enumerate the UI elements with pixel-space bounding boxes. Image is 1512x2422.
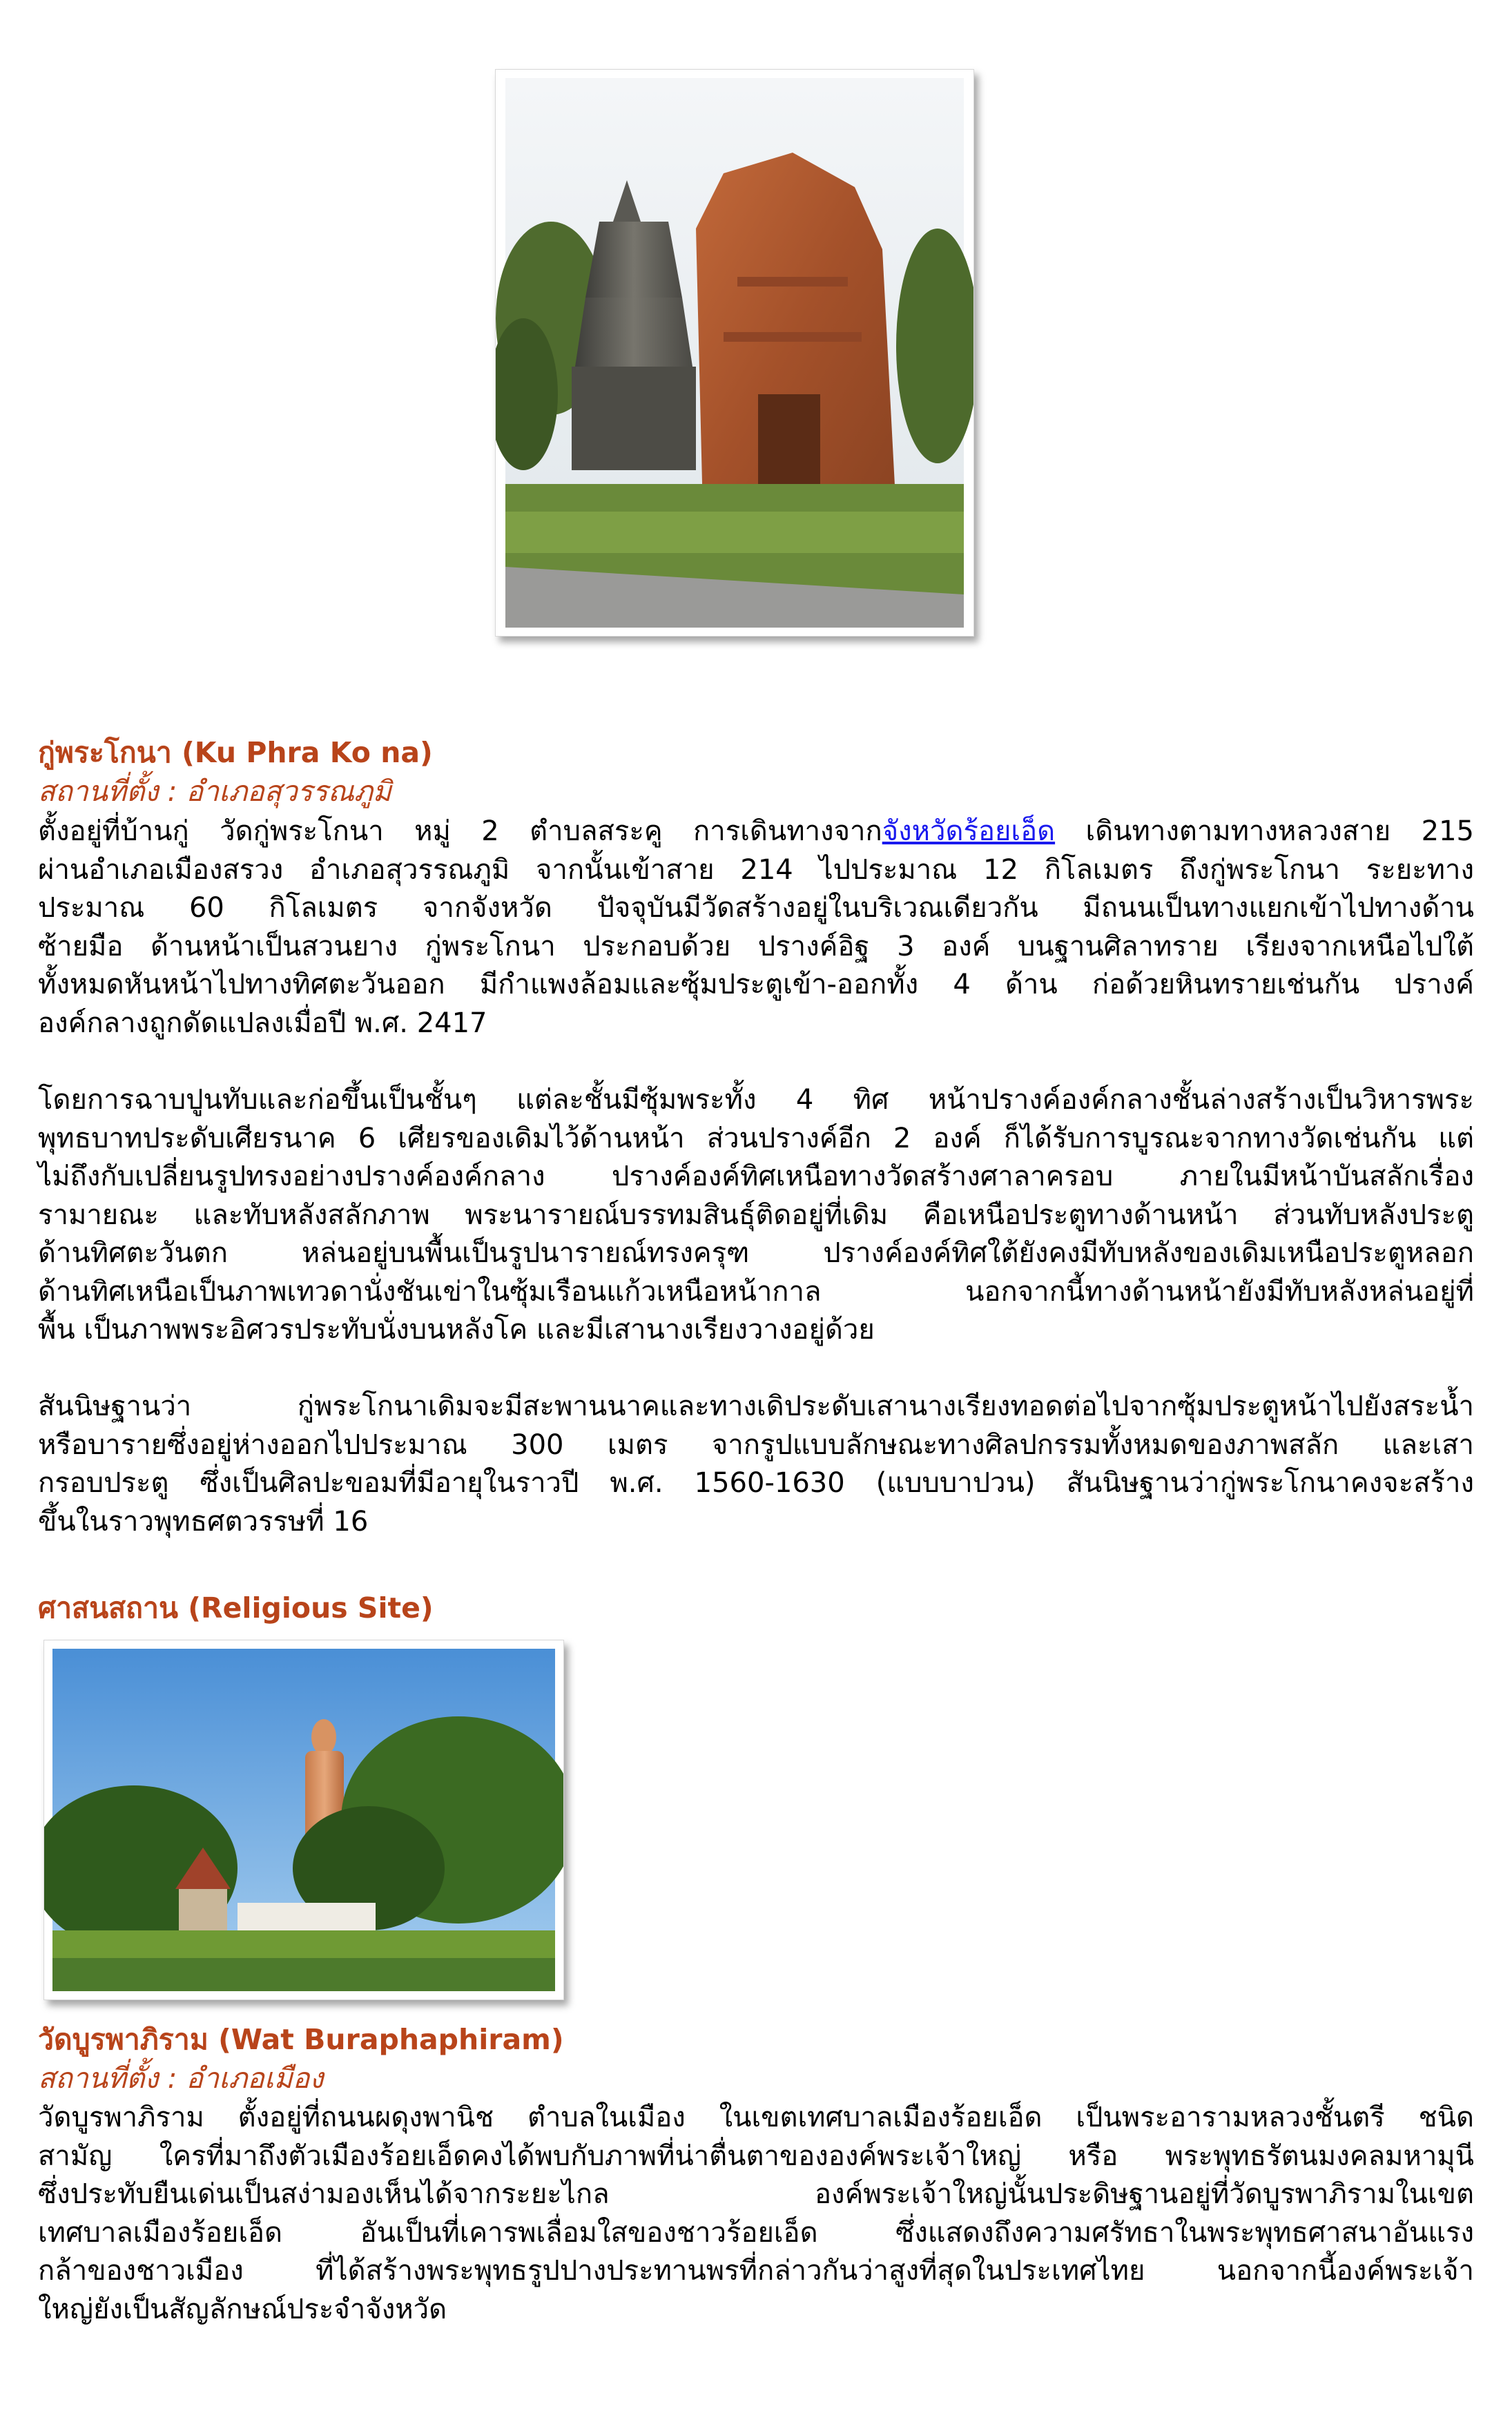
ku-phra-kona-paragraph-2 (38, 1081, 1474, 1350)
ku-phra-kona-paragraph-1 (38, 813, 1474, 1043)
ku-phra-kona-photo (495, 69, 974, 637)
ku-phra-kona-location: สถานที่ตั้ง : อำเภอสุวรรณภูมิ (38, 775, 391, 808)
paragraph-line: สันนิษฐานว่า กู่พระโกนาเดิมจะมีสะพานนาคและทางเดิประดับเสานางเรียงทอดต่อไปจากซุ้มประตูหน้าไปยังสระน้ำ (38, 1391, 1474, 1422)
ku-phra-kona-title: กู่พระโกนา (Ku Phra Ko na) (38, 736, 433, 769)
paragraph-line: รามายณะ และทับหลังสลักภาพ พระนารายณ์บรรทมสินธุ์ติดอยู่ที่เดิม คือเหนือประตูทางด้านหน้า ส่วนทับหลังประตู (38, 1199, 1474, 1231)
paragraph-line: พื้น เป็นภาพพระอิศวรประทับนั่งบนหลังโค และมีเสานางเรียงวางอยู่ด้วย (38, 1314, 875, 1346)
paragraph-line: วัดบูรพาภิราม ตั้งอยู่ที่ถนนผดุงพานิช ตำบลในเมือง ในเขตเทศบาลเมืองร้อยเอ็ด เป็นพระอารามหลวงชั้นตรี ชนิด (38, 2102, 1474, 2133)
paragraph-line: ขึ้นในราวพุทธศตวรรษที่ 16 (38, 1505, 369, 1538)
paragraph-line: สามัญ ใครที่มาถึงตัวเมืองร้อยเอ็ดคงได้พบกับภาพที่น่าตื่นตาขององค์พระเจ้าใหญ่ หรือ พระพุทธรัตนมงคลมหามุนี (38, 2140, 1474, 2172)
paragraph-line: ด้านทิศเหนือเป็นภาพเทวดานั่งชันเข่าในซุ้มเรือนแก้วเหนือหน้ากาล นอกจากนี้ทางด้านหน้ายังมีทับหลังหล่นอยู่ที่ (38, 1275, 1474, 1308)
paragraph-line: กรอบประตู ซึ่งเป็นศิลปะขอมที่มีอายุในราวปี พ.ศ. 1560-1630 (แบบบาปวน) สันนิษฐานว่ากู่พระโกนาคงจะสร้าง (38, 1467, 1474, 1499)
wat-buraphaphiram-location: สถานที่ตั้ง : อำเภอเมือง (38, 2062, 324, 2095)
paragraph-text: เดินทางตามทางหลวงสาย 215 (1055, 815, 1474, 847)
paragraph-line: พุทธบาทประดับเศียรนาค 6 เศียรของเดิมไว้ด้านหน้า ส่วนปรางค์อีก 2 องค์ ก็ได้รับการบูรณะจากทางวัดเช่นกัน แต่ (38, 1122, 1474, 1154)
ku-phra-kona-paragraph-3 (38, 1388, 1474, 1541)
paragraph-line: โดยการฉาบปูนทับและก่อขึ้นเป็นชั้นๆ แต่ละชั้นมีซุ้มพระทั้ง 4 ทิศ หน้าปรางค์องค์กลางชั้นล่างสร้างเป็นวิหารพระ (38, 1084, 1474, 1116)
paragraph-line (38, 813, 1474, 851)
paragraph-line: ประมาณ 60 กิโลเมตร จากจังหวัด ปัจจุบันมีวัดสร้างอยู่ในบริเวณเดียวกัน มีถนนเป็นทางแยกเข้าไปทางด้าน (38, 892, 1474, 924)
paragraph-line: กล้าของชาวเมือง ที่ได้สร้างพระพุทธรูปปางประทานพรที่กล่าวกันว่าสูงที่สุดในประเทศไทย นอกจากนี้องค์พระเจ้า (38, 2255, 1474, 2287)
wat-buraphaphiram-photo (43, 1640, 564, 2000)
wat-buraphaphiram-image (44, 1640, 563, 1999)
ku-phra-kona-image (496, 70, 973, 636)
paragraph-line: ทั้งหมดหันหน้าไปทางทิศตะวันออก มีกำแพงล้อมและซุ้มประตูเข้า-ออกทั้ง 4 ด้าน ก่อด้วยหินทรายเช่นกัน ปรางค์ (38, 969, 1474, 1000)
paragraph-line: ซึ่งประทับยืนเด่นเป็นสง่ามองเห็นได้จากระยะไกล องค์พระเจ้าใหญ่นั้นประดิษฐานอยู่ที่วัดบูรพาภิรามในเขต (38, 2178, 1474, 2210)
paragraph-line: เทศบาลเมืองร้อยเอ็ด อันเป็นที่เคารพเลื่อมใสของชาวร้อยเอ็ด ซึ่งแสดงถึงความศรัทธาในพระพุทธศาสนาอันแรง (38, 2216, 1474, 2249)
paragraph-line: ซ้ายมือ ด้านหน้าเป็นสวนยาง กู่พระโกนา ประกอบด้วย ปรางค์อิฐ 3 องค์ บนฐานศิลาทราย เรียงจากเหนือไปใต้ (38, 930, 1474, 962)
paragraph-text: ตั้งอยู่ที่บ้านกู่ วัดกู่พระโกนา หมู่ 2 ตำบลสระคู การเดินทางจาก (38, 815, 882, 847)
wat-buraphaphiram-title: วัดบูรพาภิราม (Wat Buraphaphiram) (38, 2023, 564, 2056)
paragraph-line: องค์กลางถูกดัดแปลงเมื่อปี พ.ศ. 2417 (38, 1007, 487, 1039)
wat-buraphaphiram-paragraph (38, 2099, 1474, 2329)
paragraph-line: ผ่านอำเภอเมืองสรวง อำเภอสุวรรณภูมิ จากนั้นเข้าสาย 214 ไปประมาณ 12 กิโลเมตร ถึงกู่พระโกนา ระยะทาง (38, 853, 1474, 886)
religious-site-heading: ศาสนสถาน (Religious Site) (38, 1591, 434, 1625)
paragraph-line: ไม่ถึงกับเปลี่ยนรูปทรงอย่างปรางค์องค์กลาง ปรางค์องค์ทิศเหนือทางวัดสร้างศาลาครอบ ภายในมีหน้าบันสลักเรื่อง (38, 1161, 1474, 1192)
paragraph-line: ใหญ่ยังเป็นสัญลักษณ์ประจำจังหวัด (38, 2293, 447, 2325)
paragraph-line: หรือบารายซึ่งอยู่ห่างออกไปประมาณ 300 เมตร จากรูปแบบลักษณะทางศิลปกรรมทั้งหมดของภาพสลัก และเสา (38, 1428, 1474, 1461)
paragraph-line: ด้านทิศตะวันตก หล่นอยู่บนพื้นเป็นรูปนารายณ์ทรงครุฑ ปรางค์องค์ทิศใต้ยังคงมีทับหลังของเดิมเหนือประตูหลอก (38, 1237, 1474, 1269)
roi-et-province-link[interactable]: จังหวัดร้อยเอ็ด (882, 815, 1056, 847)
